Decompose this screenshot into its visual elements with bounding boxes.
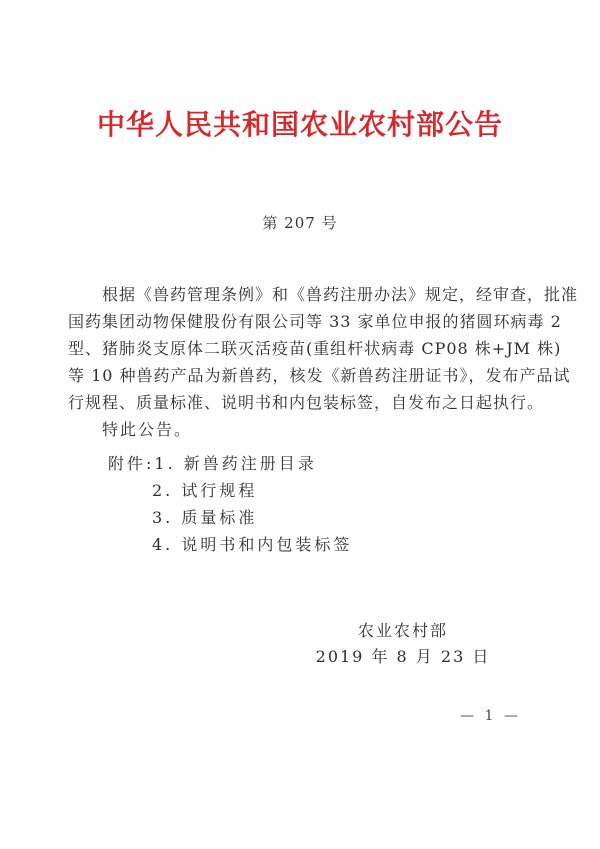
attachment-item: 4. 说明书和内包装标签 [152, 535, 353, 554]
attachment-label: 附件: [108, 454, 155, 473]
signature-block [298, 618, 508, 670]
body-line: 根据《兽药管理条例》和《兽药注册办法》规定，经审查，批准 [102, 285, 579, 304]
issuer-name: 农业农村部 [357, 621, 448, 640]
issue-date: 2019 年 8 月 23 日 [315, 647, 491, 666]
document-number: 第 207 号 [262, 214, 338, 232]
attachment-item: 2. 试行规程 [152, 481, 258, 500]
attachment-item [108, 450, 352, 477]
body-line: 型、猪肺炎支原体二联灭活疫苗(重组杆状病毒 CP08 株+JM 株) [68, 339, 562, 358]
attachment-list [108, 450, 352, 558]
attachment-item-text: 1. 新兽药注册目录 [154, 454, 317, 473]
body-text [68, 281, 579, 443]
announcement-title: 中华人民共和国农业农村部公告 [96, 108, 503, 141]
body-line: 行规程、质量标准、说明书和内包装标签，自发布之日起执行。 [68, 393, 545, 412]
body-line: 等 10 种兽药产品为新兽药，核发《新兽药注册证书》，发布产品试 [68, 366, 571, 385]
page-number: — 1 — [460, 708, 521, 724]
attachment-item: 3. 质量标准 [152, 508, 258, 527]
closing-line: 特此公告。 [102, 420, 193, 439]
body-line: 国药集团动物保健股份有限公司等 33 家单位申报的猪圆环病毒 2 [68, 312, 562, 331]
